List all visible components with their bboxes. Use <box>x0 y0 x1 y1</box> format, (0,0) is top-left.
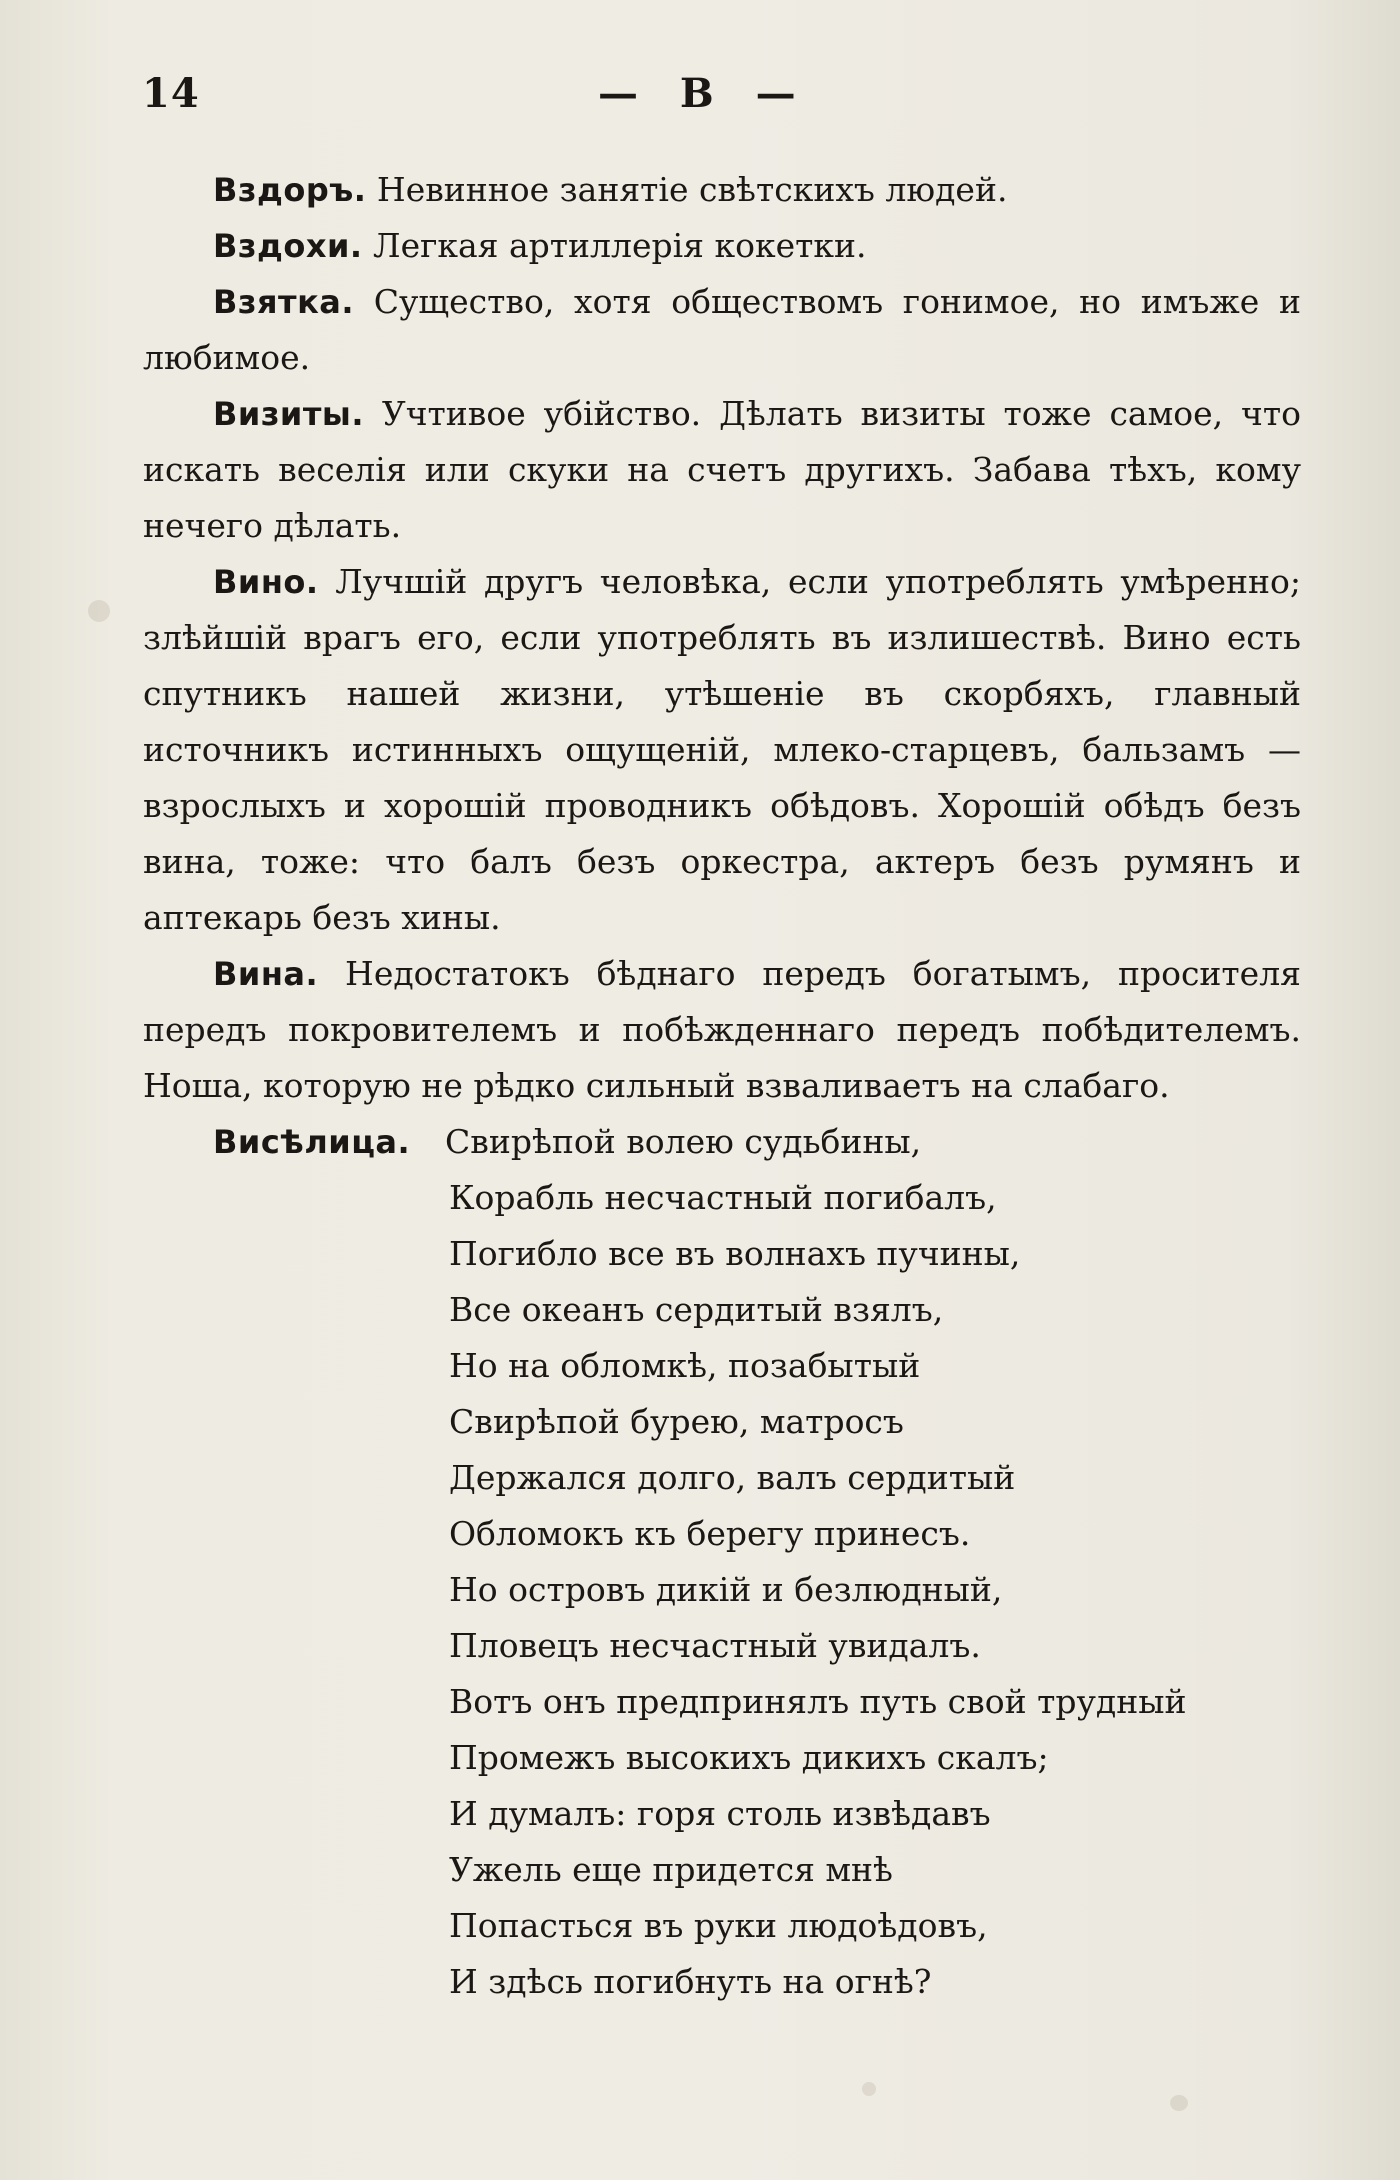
poem-line: Погибло все въ волнахъ пучины, <box>449 1234 1021 1273</box>
poem-line: Пловецъ несчастный увидалъ. <box>449 1626 981 1665</box>
entry-term: Вина. <box>213 955 319 993</box>
entry-term: Вздохи. <box>213 227 363 265</box>
poem-first-line <box>143 1114 1301 1170</box>
paper-stain <box>862 2082 876 2096</box>
poem-line: Но на обломкѣ, позабытый <box>449 1346 921 1385</box>
poem-lines <box>143 1170 1301 2010</box>
poem-line: Свирѣпой бурею, матросъ <box>449 1402 904 1441</box>
poem-line: Держался долго, валъ сердитый <box>449 1458 1016 1497</box>
entry-definition: Невинное занятіе свѣтскихъ людей. <box>376 170 1008 209</box>
entry-viselitsa <box>143 1114 1301 2010</box>
running-head: — В — <box>598 70 810 117</box>
entry-vzyatka <box>143 274 1301 386</box>
entry-definition: Существо, хотя обществомъ гонимое, но имъже и любимое. <box>143 282 1301 377</box>
paper-stain <box>88 600 110 622</box>
page-number: 14 <box>142 70 200 117</box>
entry-definition: Легкая артиллерія кокетки. <box>373 226 867 265</box>
dictionary-text <box>143 162 1301 2010</box>
poem-line: Вотъ онъ предпринялъ путь свой трудный <box>449 1682 1187 1721</box>
entry-term: Вздоръ. <box>213 171 367 209</box>
poem-line: Промежъ высокихъ дикихъ скалъ; <box>449 1738 1049 1777</box>
paper-stain <box>1170 2095 1188 2111</box>
poem-line: Ужель еще придется мнѣ <box>449 1850 893 1889</box>
poem-line: Попасться въ руки людоѣдовъ, <box>449 1906 988 1945</box>
poem-line: Все океанъ сердитый взялъ, <box>449 1290 944 1329</box>
entry-vzdokhi <box>143 218 1301 274</box>
poem-line: Обломокъ къ берегу принесъ. <box>449 1514 971 1553</box>
entry-vino <box>143 554 1301 946</box>
poem-line: Но островъ дикій и безлюдный, <box>449 1570 1003 1609</box>
entry-definition: Лучшій другъ человѣка, если употреблять умѣренно; злѣйшій врагъ его, если употреблять въ излишествѣ. Вино есть спутникъ нашей жизни, утѣшеніе въ скорбяхъ, главный источникъ истинныхъ ощущеній, млеко-старцевъ, бальзамъ — взрослыхъ и хорошій проводникъ обѣдовъ. Хорошій обѣдъ безъ вина, тоже: что балъ безъ оркестра, актеръ безъ румянъ и аптекарь безъ хины. <box>143 562 1301 937</box>
poem-line: Корабль несчастный погибалъ, <box>449 1178 997 1217</box>
poem-line: Свирѣпой волею судьбины, <box>445 1122 922 1161</box>
entry-term: Вино. <box>213 563 319 601</box>
entry-vina <box>143 946 1301 1114</box>
poem-line: И здѣсь погибнуть на огнѣ? <box>449 1962 932 2001</box>
page-header <box>0 70 1400 130</box>
entry-vzdor <box>143 162 1301 218</box>
entry-term: Висѣлица. <box>213 1123 411 1161</box>
entry-definition: Недостатокъ бѣднаго передъ богатымъ, просителя передъ покровителемъ и побѣжденнаго передъ побѣдителемъ. Ноша, которую не рѣдко сильный взваливаетъ на слабаго. <box>143 954 1301 1105</box>
entry-definition: Учтивое убійство. Дѣлать визиты тоже самое, что искать веселія или скуки на счетъ другихъ. Забава тѣхъ, кому нечего дѣлать. <box>143 394 1301 545</box>
entry-term: Взятка. <box>213 283 355 321</box>
entry-term: Визиты. <box>213 395 364 433</box>
poem-line: И думалъ: горя столь извѣдавъ <box>449 1794 991 1833</box>
entry-vizity <box>143 386 1301 554</box>
